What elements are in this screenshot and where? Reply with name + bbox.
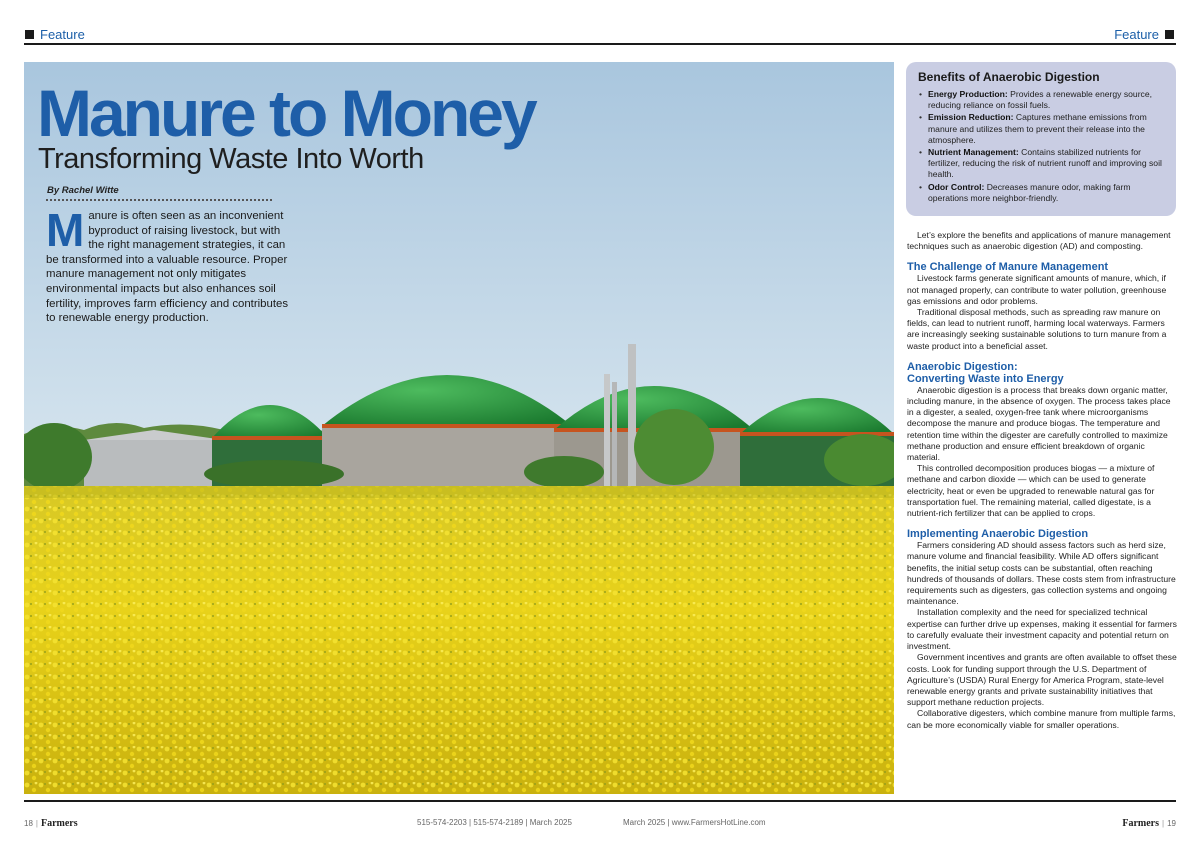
- benefit-term: Nutrient Management:: [928, 147, 1019, 158]
- article-title: Manure to Money: [37, 76, 535, 150]
- top-rule: [24, 43, 1176, 45]
- lead-paragraph: Let’s explore the benefits and applications of manure management techniques such as anaerobic digestion (AD) and composting.: [907, 230, 1171, 252]
- benefits-title: Benefits of Anaerobic Digestion: [918, 70, 1100, 84]
- bottom-rule: [24, 800, 1176, 802]
- section-label-right: [1114, 27, 1174, 42]
- benefits-list: [918, 89, 1164, 204]
- body-column: [907, 230, 1177, 731]
- dotted-divider: [46, 199, 272, 201]
- section-label-left-text: Feature: [40, 27, 85, 42]
- article-subtitle: Transforming Waste Into Worth: [38, 143, 424, 175]
- body-paragraph: Collaborative digesters, which combine manure from multiple farms, can be more economically viable for smaller operations.: [907, 708, 1176, 730]
- body-paragraph: Installation complexity and the need for specialized technical expertise can further drive up expenses, making it essential for farmers to carefully evaluate their investment capacity and potential return on investment.: [907, 607, 1177, 652]
- body-paragraph: This controlled decomposition produces biogas — a mixture of methane and carbon dioxide — which can be used to generate electricity, heat or even be upgraded to renewable natural gas for transportation fuel. The remaining material, called digestate, is a nutrient-rich fertilizer that can be applied to crops.: [907, 463, 1155, 519]
- footer-contact: 515-574-2203 | 515-574-2189 | March 2025: [417, 818, 572, 827]
- list-item: [918, 112, 1164, 146]
- benefit-text: Contains stabilized nutrients for fertilizer, reducing the risk of nutrient runoff and improving soil health.: [928, 147, 1162, 180]
- body-paragraph: Government incentives and grants are often available to offset these costs. Look for funding support through the U.S. Department of Agriculture’s (USDA) Rural Energy for America Program, state-level renewable energy grants and private sustainability initiatives that support methane reduction projects.: [907, 652, 1177, 708]
- section-heading: Implementing Anaerobic Digestion: [907, 528, 1089, 541]
- section-label-left: [25, 27, 85, 42]
- footer-website: March 2025 | www.FarmersHotLine.com: [623, 818, 766, 827]
- benefit-term: Energy Production:: [928, 89, 1008, 99]
- list-item: [918, 182, 1164, 204]
- square-bullet-icon: [25, 30, 34, 39]
- list-item: [918, 89, 1164, 111]
- footer-left: 18 | Farmers: [24, 818, 78, 829]
- list-item: [918, 147, 1164, 181]
- benefit-text: Captures methane emissions from manure and utilizes them to prevent their release into the atmosphere.: [928, 112, 1147, 145]
- section-label-right-text: Feature: [1114, 27, 1159, 42]
- body-paragraph: Farmers considering AD should assess factors such as herd size, manure volume and financial feasibility. While AD offers significant benefits, the initial setup costs can be substantial, often reaching hundreds of thousands of dollars. These costs stem from infrastructure requirements such as digesters, gas collection systems and ongoing maintenance.: [907, 540, 1176, 607]
- benefit-text: Decreases manure odor, making farm operations more neighbor-friendly.: [928, 181, 1131, 203]
- section-heading: The Challenge of Manure Management: [907, 261, 1109, 274]
- footer-brand-right: Farmers: [1122, 818, 1160, 829]
- benefit-term: Odor Control:: [928, 181, 985, 192]
- drop-cap: M: [46, 204, 85, 256]
- section-heading: [907, 361, 1177, 385]
- page-number-left: 18: [24, 819, 33, 828]
- body-paragraph: Livestock farms generate significant amounts of manure, which, if not managed properly, can contribute to water pollution, greenhouse gas emissions and odor problems.: [907, 273, 1167, 306]
- benefits-sidebar: [906, 62, 1176, 216]
- intro-paragraph: [46, 204, 294, 326]
- footer-right: Farmers | 19: [1122, 818, 1176, 829]
- benefit-term: Emission Reduction:: [928, 112, 1014, 123]
- intro-text: anure is often seen as an inconvenient byproduct of raising livestock, but with the right management strategies, it can be transformed into a valuable resource. Proper manure management not only mitigates environmental impacts but also enhances soil fertility, improves farm efficiency and contributes to renewable energy production.: [46, 210, 289, 325]
- page-number-right: 19: [1167, 819, 1176, 828]
- body-paragraph: Anaerobic digestion is a process that breaks down organic matter, including manure, in the absence of oxygen. The process takes place in a digester, a sealed, oxygen-free tank where microorganisms decompose the manure and produce biogas. The temperature and retention time within the digester are carefully controlled to maximize methane production and ensure efficient breakdown of organic material.: [907, 384, 1171, 463]
- section-heading-line: Converting Waste into Energy: [907, 372, 1064, 385]
- benefit-text: Provides a renewable energy source, reducing reliance on fossil fuels.: [928, 89, 1153, 111]
- square-bullet-icon: [1165, 30, 1174, 39]
- section-heading-line: Anaerobic Digestion:: [907, 360, 1018, 373]
- body-paragraph: Traditional disposal methods, such as spreading raw manure on fields, can lead to nutrient runoff, harming local waterways. Farmers are increasingly seeking sustainable solutions to turn manure from a waste product into a beneficial asset.: [907, 307, 1167, 351]
- footer-brand-left: Farmers: [40, 818, 78, 829]
- byline: By Rachel Witte: [47, 185, 119, 196]
